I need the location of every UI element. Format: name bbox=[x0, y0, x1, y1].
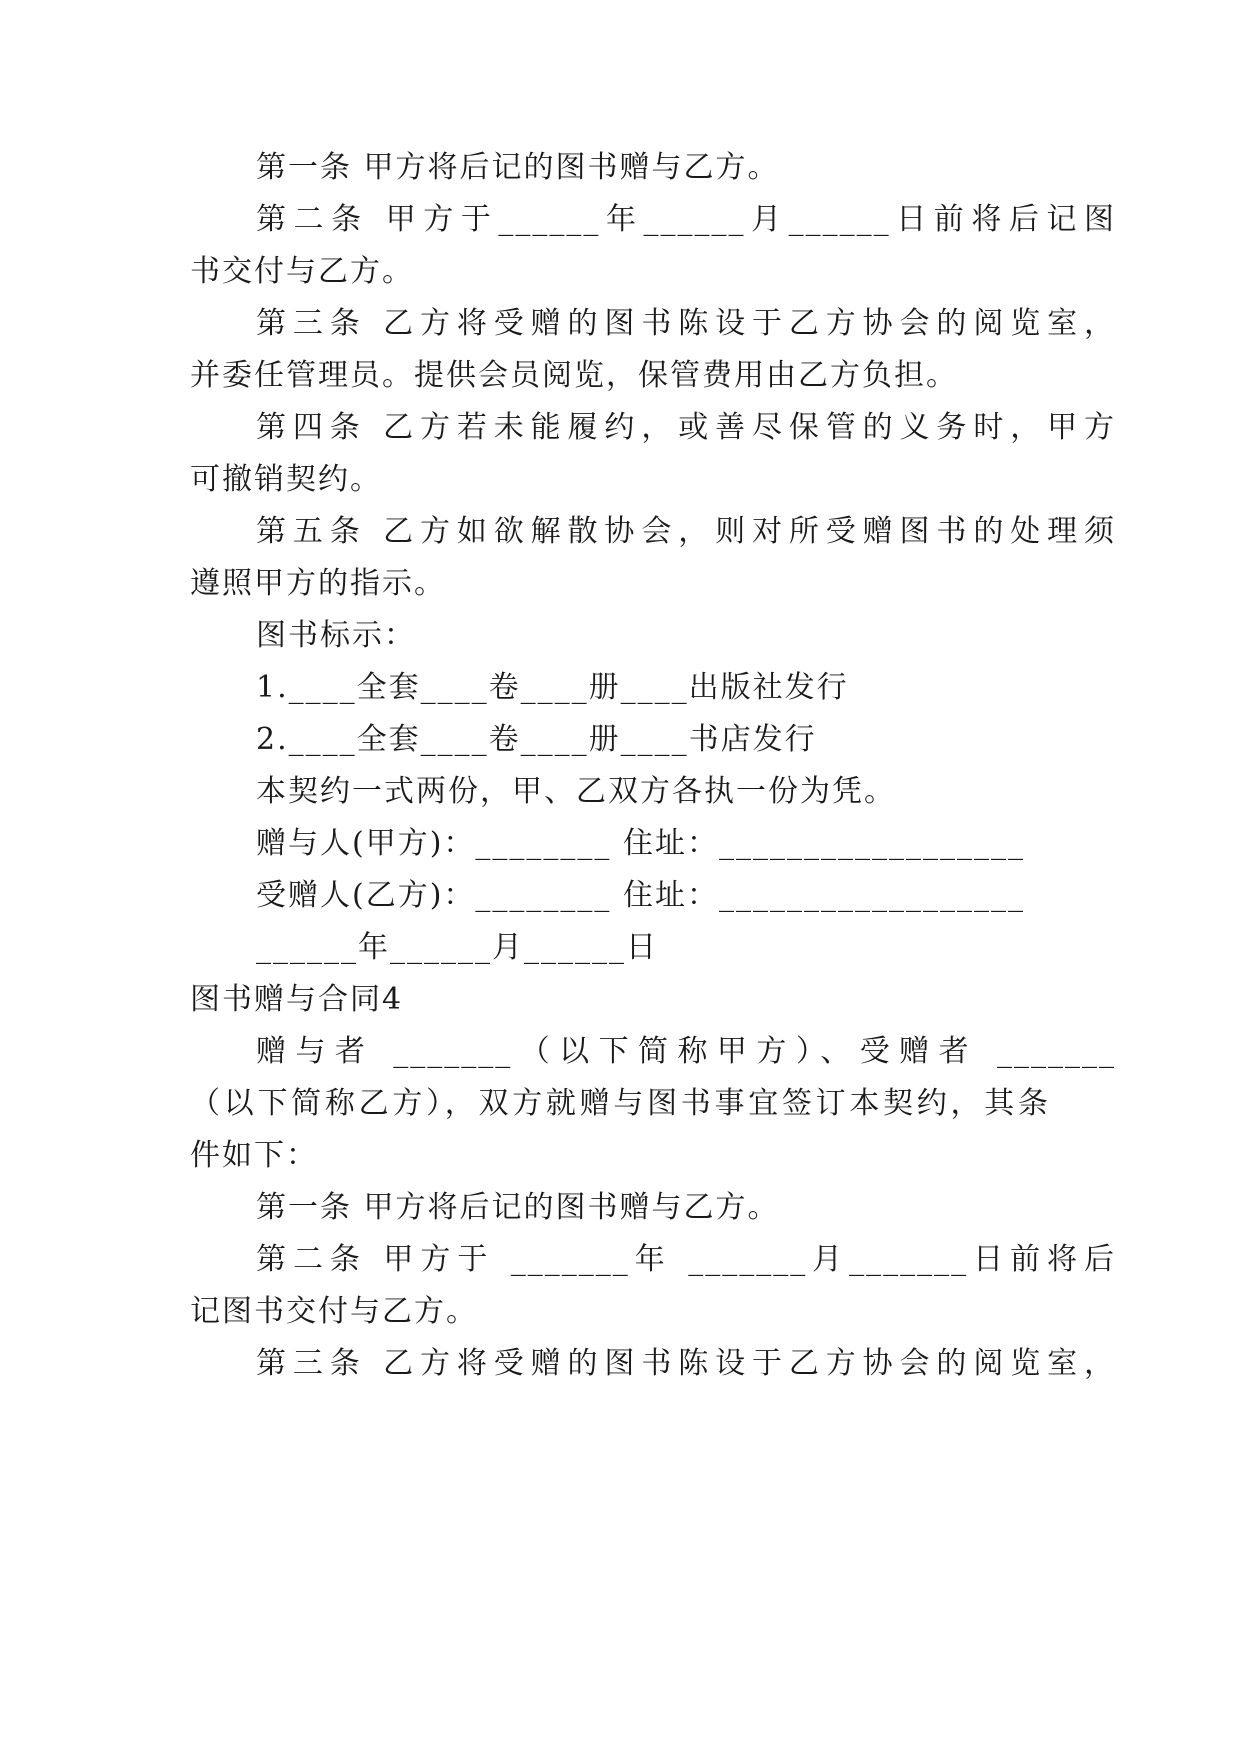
article-1-line: 第一条 甲方将后记的图书赠与乙方。 bbox=[256, 150, 780, 185]
donor-signature-line: 赠与人(甲方)：________ 住址：__________________ bbox=[256, 826, 1025, 861]
copies-note: 本契约一式两份，甲、乙双方各执一份为凭。 bbox=[256, 774, 896, 809]
preamble-line-1: 赠与者 _______（以下简称甲方）、受赠者 _______ bbox=[256, 1034, 1116, 1069]
article-4-line-2: 可撤销契约。 bbox=[190, 462, 382, 497]
book-label-heading: 图书标示： bbox=[256, 618, 416, 653]
article-2-line-1: 第二条 甲方于______年______月______日前将后记图 bbox=[256, 202, 1116, 237]
recipient-signature-line: 受赠人(乙方)：________ 住址：__________________ bbox=[256, 878, 1025, 913]
article-5-line-2: 遵照甲方的指示。 bbox=[190, 566, 446, 601]
article-5-line-1: 第五条 乙方如欲解散协会，则对所受赠图书的处理须 bbox=[256, 514, 1116, 549]
book-item-1: 1.____全套____卷____册____出版社发行 bbox=[256, 670, 849, 705]
book-item-2: 2.____全套____卷____册____书店发行 bbox=[256, 722, 817, 757]
section-title: 图书赠与合同4 bbox=[190, 982, 404, 1017]
article-2-line-2-b: 记图书交付与乙方。 bbox=[190, 1294, 478, 1329]
article-3-line-1: 第三条 乙方将受赠的图书陈设于乙方协会的阅览室， bbox=[256, 306, 1116, 341]
preamble-line-2: （以下简称乙方），双方就赠与图书事宜签订本契约，其条 bbox=[190, 1086, 1050, 1121]
date-line: ______年______月______日 bbox=[256, 930, 658, 965]
article-2-line-1-b: 第二条 甲方于 _______年 _______月_______日前将后 bbox=[256, 1242, 1116, 1277]
article-3-line-1-b: 第三条 乙方将受赠的图书陈设于乙方协会的阅览室， bbox=[256, 1346, 1116, 1381]
article-3-line-2: 并委任管理员。提供会员阅览，保管费用由乙方负担。 bbox=[190, 358, 958, 393]
article-4-line-1: 第四条 乙方若未能履约，或善尽保管的义务时，甲方 bbox=[256, 410, 1116, 445]
preamble-line-3: 件如下： bbox=[190, 1138, 318, 1173]
article-1-line-b: 第一条 甲方将后记的图书赠与乙方。 bbox=[256, 1190, 780, 1225]
article-2-line-2: 书交付与乙方。 bbox=[190, 254, 414, 289]
